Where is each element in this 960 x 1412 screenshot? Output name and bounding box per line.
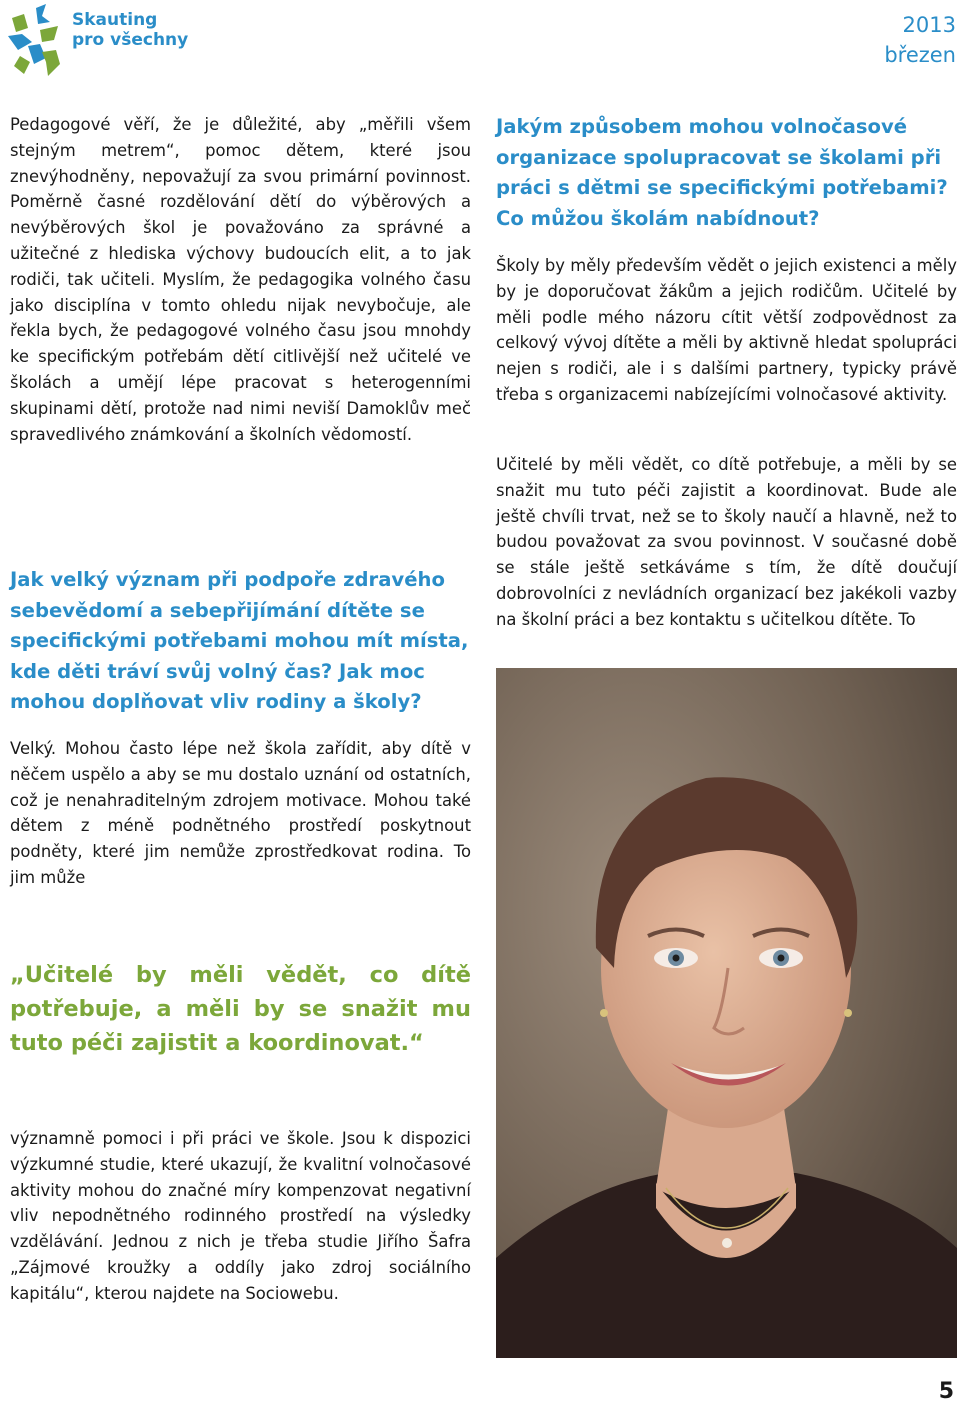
page-number: 5: [938, 1379, 954, 1404]
pull-quote: „Učitelé by měli vědět, co dítě potřebuje, a měli by se snažit mu tuto péči zajistit a koordinovat.“: [10, 962, 471, 1056]
right-heading-block: [496, 112, 960, 234]
pendant-icon: [722, 1238, 732, 1248]
portrait-photo: [496, 668, 957, 1358]
left-question-heading: Jak velký význam při podpoře zdravého sebevědomí a sebepřijímání dítěte se specifickými potřebami mohou mít místa, kde děti tráví svůj volný čas? Jak moc mohou doplňovat vliv rodiny a školy?: [10, 568, 469, 713]
portrait-illustration: [496, 668, 957, 1358]
left-column-middle: [10, 736, 471, 891]
left-paragraph-1: Pedagogové věří, že je důležité, aby „měřili všem stejným metrem“, pomoc dětem, které jsou znevýhodněny, nepovažují za svou primární povinnost. Poměrně časné rozdělování dětí do výběrových a nevýběrových škol je považováno za správné a užitečné z hlediska výchovy budoucích elit, a to jak rodiči, tak učiteli. Myslím, že pedagogika volného času jako disciplína v tomto ohledu nijak nevybočuje, ale řekla bych, že pedagogové volného času jsou mnohdy ke specifickým potřebám dětí citlivější než učitelé ve školách a umějí lépe pracovat s heterogenními skupinami dětí, protože nad nimi neviší Damoklův meč spravedlivého známkování a školních vědomostí.: [10, 115, 471, 444]
left-paragraph-3: významně pomoci i při práci ve škole. Jsou k dispozici výzkumné studie, které ukazují, že kvalitní volnočasové aktivity mohou do značné míry kompenzovat negativní vliv nepodnětného rodinného prostředí na výsledky vzdělávání. Jednou z nich je třeba studie Jiřího Šafra „Zájmové kroužky a oddíly jako zdroj sociálního kapitálu“, kterou najdete na Sociowebu.: [10, 1129, 471, 1303]
left-paragraph-2: Velký. Mohou často lépe než škola zařídit, aby dítě v něčem uspělo a aby se mu dostalo uznání od ostatních, což je nenahraditelným zdrojem motivace. Mohou také dětem z méně podnětného prostředí poskytnout podněty, které jim nemůže zprostředkovat rodina. To jim může: [10, 739, 471, 887]
left-column-bottom: [10, 1126, 471, 1307]
logo-line-2: pro všechny: [72, 30, 189, 50]
issue-date: [884, 10, 956, 70]
right-column-top: [496, 253, 957, 408]
issue-year: 2013: [902, 13, 956, 37]
pull-quote-block: [10, 958, 471, 1060]
right-paragraph-1: Školy by měly především vědět o jejich existenci a měly by je doporučovat žákům a jejich rodičům. Učitelé by měli podle mého názoru cítit větší zodpovědnost za celkový vývoj dítěte a měli by aktivně hledat spolupráci nejen s rodiči, ale i s dalšími partnery, typicky právě třeba s organizacemi nabízejícími volnočasové aktivity.: [496, 256, 957, 404]
left-heading-block: [10, 565, 480, 718]
logo-line-1: Skauting: [72, 10, 158, 30]
logo-text: [72, 10, 188, 50]
right-question-heading: Jakým způsobem mohou volnočasové organizace spolupracovat se školami při práci s dětmi se specifickými potřebami? Co můžou školám nabídnout?: [496, 115, 948, 230]
right-column-middle: [496, 452, 957, 633]
logo-arrows-icon: [6, 2, 70, 80]
skauting-logo: [6, 2, 206, 80]
right-paragraph-2: Učitelé by měli vědět, co dítě potřebuje, a měli by se snažit mu tuto péči zajistit a koordinovat. Bude ale ještě chvíli trvat, než se to školy naučí a hlavně, než to budou považovat za svou povinnost. V současné době se stále ještě setkáváme s tím, že dítě doučují dobrovolníci z nevládních organizací bez jakékoli vazby na školní práci a bez kontaktu s učitelkou dítěte. To: [496, 455, 957, 629]
issue-month: březen: [884, 43, 956, 67]
left-column-top: [10, 112, 471, 447]
